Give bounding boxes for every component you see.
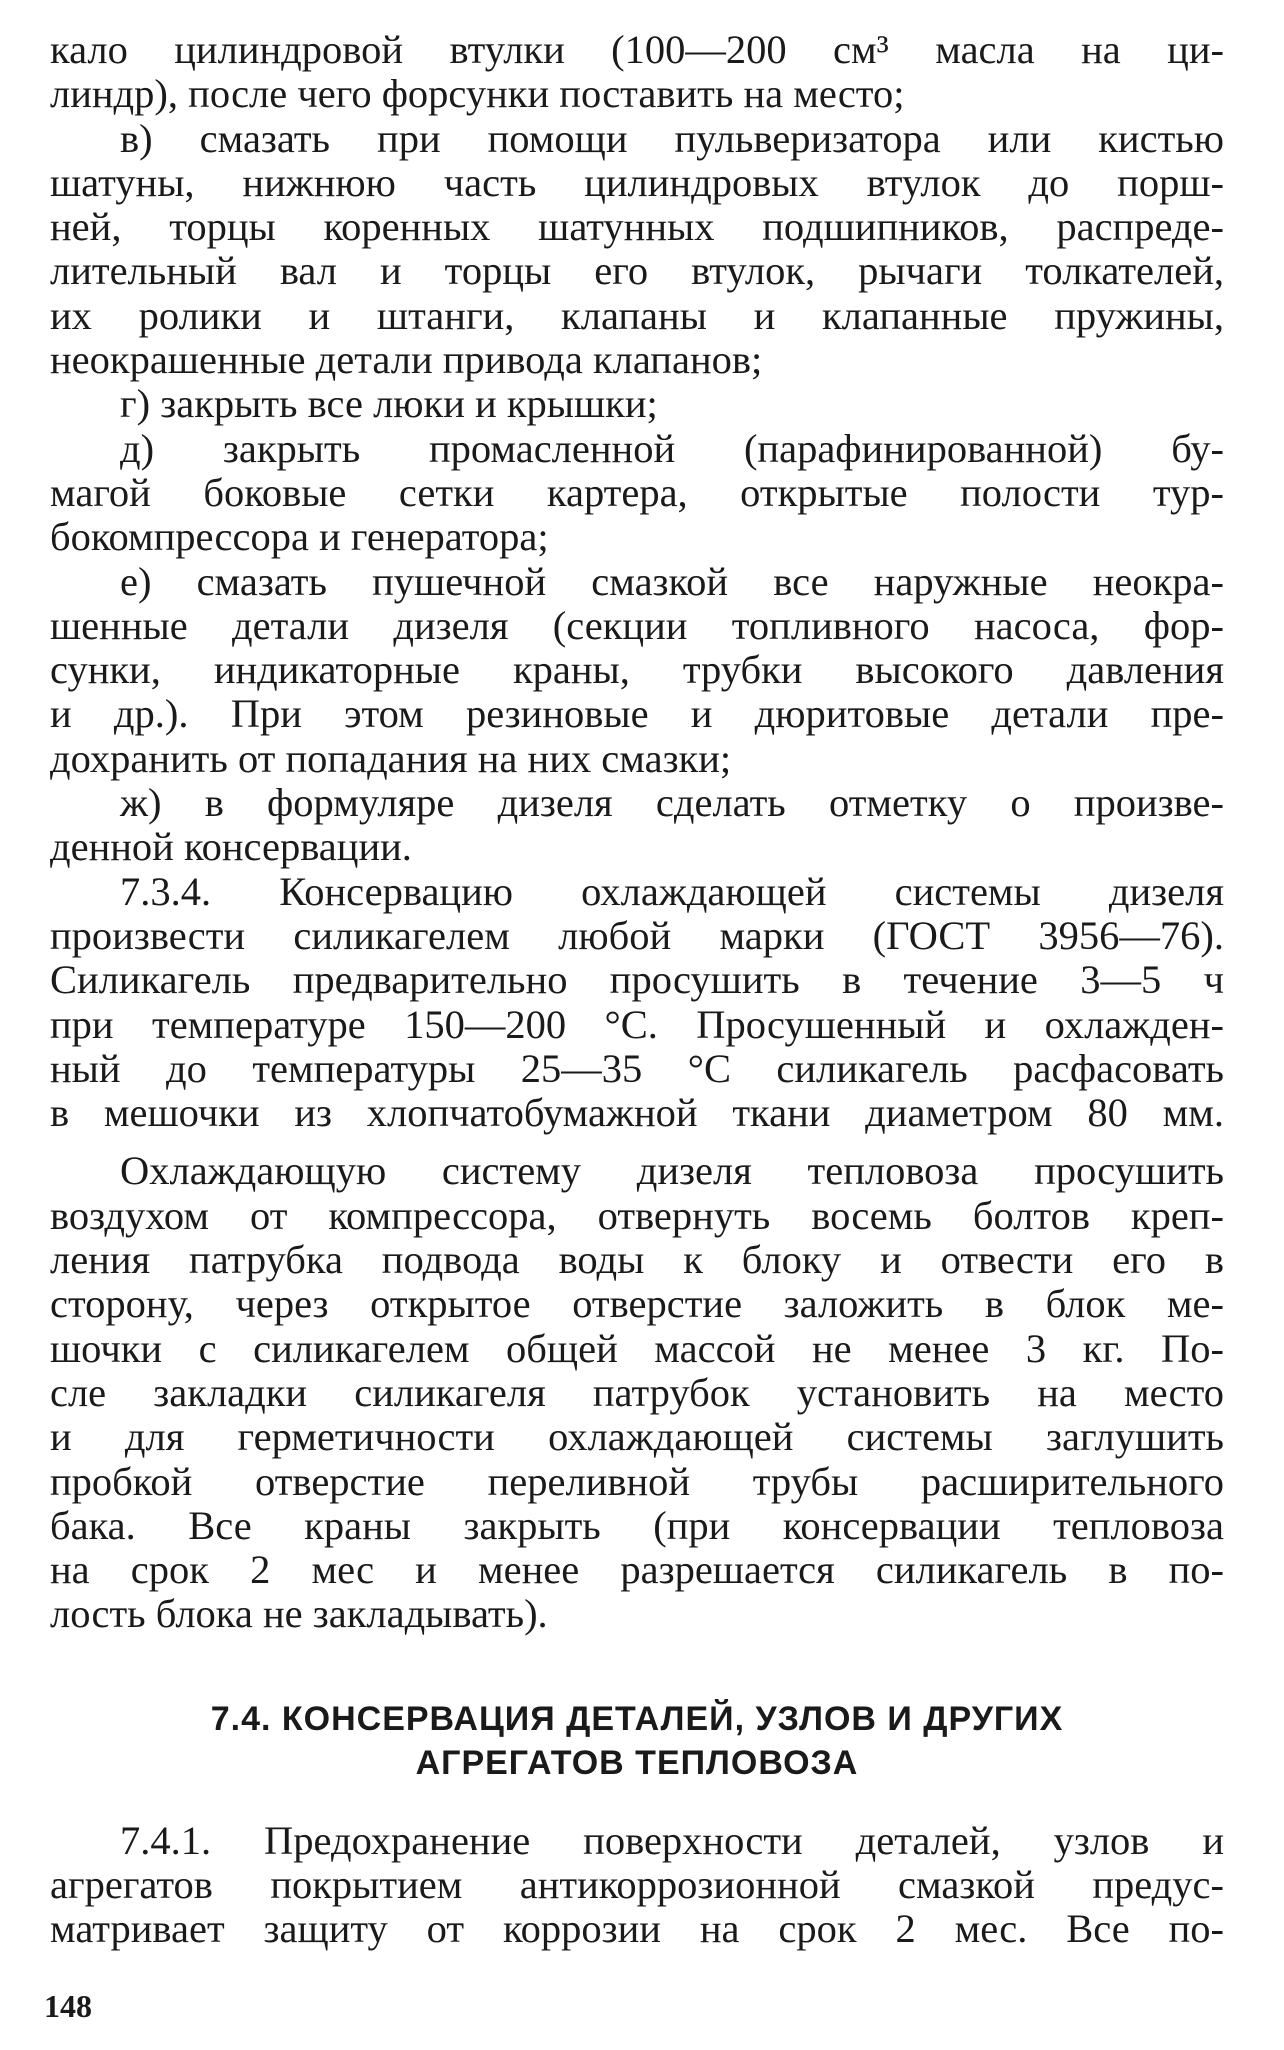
- text-line: матривает защиту от коррозии на срок 2 мес. Все по-: [50, 1906, 1224, 1952]
- paragraph-item-g: [50, 382, 1224, 426]
- paragraph-item-d: [50, 427, 1224, 560]
- text-line: магой боковые сетки картера, открытые полости тур-: [50, 469, 1224, 515]
- text-line: шатуны, нижнюю часть цилиндровых втулок до порш-: [50, 159, 1224, 205]
- text-line: ления патрубка подвода воды к блоку и отвести его в: [50, 1237, 1224, 1283]
- paragraph-item-e: [50, 560, 1224, 781]
- paragraph-item-zh: [50, 781, 1224, 870]
- text-line: агрегатов покрытием антикоррозионной смазкой предус-: [50, 1861, 1224, 1907]
- text-line: кало цилиндровой втулки (100—200 см³ масла на ци-: [50, 27, 1224, 72]
- text-line: шочки с силикагелем общей массой не менее 3 кг. По-: [50, 1325, 1224, 1371]
- text-line: ж) в формуляре дизеля сделать отметку о произве-: [120, 780, 1224, 826]
- text-line: шенные детали дизеля (секции топливного насоса, фор-: [50, 602, 1224, 648]
- section-heading: [50, 1697, 1224, 1785]
- text-line: и для герметичности охлаждающей системы заглушить: [50, 1414, 1224, 1460]
- text-line: в) смазать при помощи пульверизатора или кистью: [120, 115, 1224, 161]
- text-line: бака. Все краны закрыть (при консервации тепловоза: [50, 1502, 1224, 1548]
- paragraph-item-v: [50, 117, 1224, 383]
- text-line: 7.4.1. Предохранение поверхности деталей, узлов и: [120, 1817, 1224, 1863]
- text-line: в мешочки из хлопчатобумажной ткани диаметром 80 мм.: [50, 1090, 1224, 1136]
- text-line: ный до температуры 25—35 °С силикагель расфасовать: [50, 1045, 1224, 1091]
- paragraph-7-3-4: [50, 870, 1224, 1136]
- text-line: ней, торцы коренных шатунных подшипников, распреде-: [50, 204, 1224, 250]
- text-line: сунки, индикаторные краны, трубки высокого давления: [50, 647, 1224, 693]
- text-line: произвести силикагелем любой марки (ГОСТ 3956—76).: [50, 912, 1224, 958]
- text-line: дохранить от попадания на них смазки;: [50, 735, 732, 781]
- text-line: при температуре 150—200 °С. Просушенный и охлажден-: [50, 1001, 1224, 1047]
- text-line: на срок 2 мес и менее разрешается силикагель в по-: [50, 1547, 1224, 1593]
- section-heading-line: АГРЕГАТОВ ТЕПЛОВОЗА: [415, 1743, 859, 1782]
- text-line: и др.). При этом резиновые и дюритовые детали пре-: [50, 691, 1224, 737]
- text-line: неокрашенные детали привода клапанов;: [50, 337, 763, 383]
- text-line: лительный вал и торцы его втулок, рычаги толкателей,: [50, 248, 1224, 294]
- section-heading-line: 7.4. КОНСЕРВАЦИЯ ДЕТАЛЕЙ, УЗЛОВ И ДРУГИХ: [210, 1699, 1064, 1738]
- text-line: бокомпрессора и генератора;: [50, 514, 549, 560]
- text-line: денной консервации.: [50, 824, 412, 870]
- text-line: д) закрыть промасленной (парафинированной) бу-: [120, 425, 1224, 471]
- paragraph-cooling-system: [50, 1149, 1224, 1636]
- text-line: сле закладки силикагеля патрубок установить на место: [50, 1369, 1224, 1415]
- text-line: лость блока не закладывать).: [50, 1591, 548, 1637]
- text-line: сторону, через открытое отверстие заложить в блок ме-: [50, 1281, 1224, 1327]
- text-line: 7.3.4. Консервацию охлаждающей системы дизеля: [120, 868, 1224, 914]
- text-line: их ролики и штанги, клапаны и клапанные пружины,: [50, 292, 1224, 338]
- text-line: Охлаждающую систему дизеля тепловоза просушить: [120, 1148, 1224, 1194]
- paragraph-continued: [50, 28, 1224, 117]
- text-line: линдр), после чего форсунки поставить на место;: [50, 71, 905, 117]
- text-line: Силикагель предварительно просушить в течение 3—5 ч: [50, 957, 1224, 1003]
- text-line: воздухом от компрессора, отвернуть восемь болтов креп-: [50, 1192, 1224, 1238]
- text-line: г) закрыть все люки и крышки;: [120, 381, 658, 427]
- paragraph-7-4-1: [50, 1819, 1224, 1952]
- page-number: 148: [44, 1988, 92, 2024]
- text-line: пробкой отверстие переливной трубы расширительного: [50, 1458, 1224, 1504]
- text-line: е) смазать пушечной смазкой все наружные неокра-: [120, 558, 1224, 604]
